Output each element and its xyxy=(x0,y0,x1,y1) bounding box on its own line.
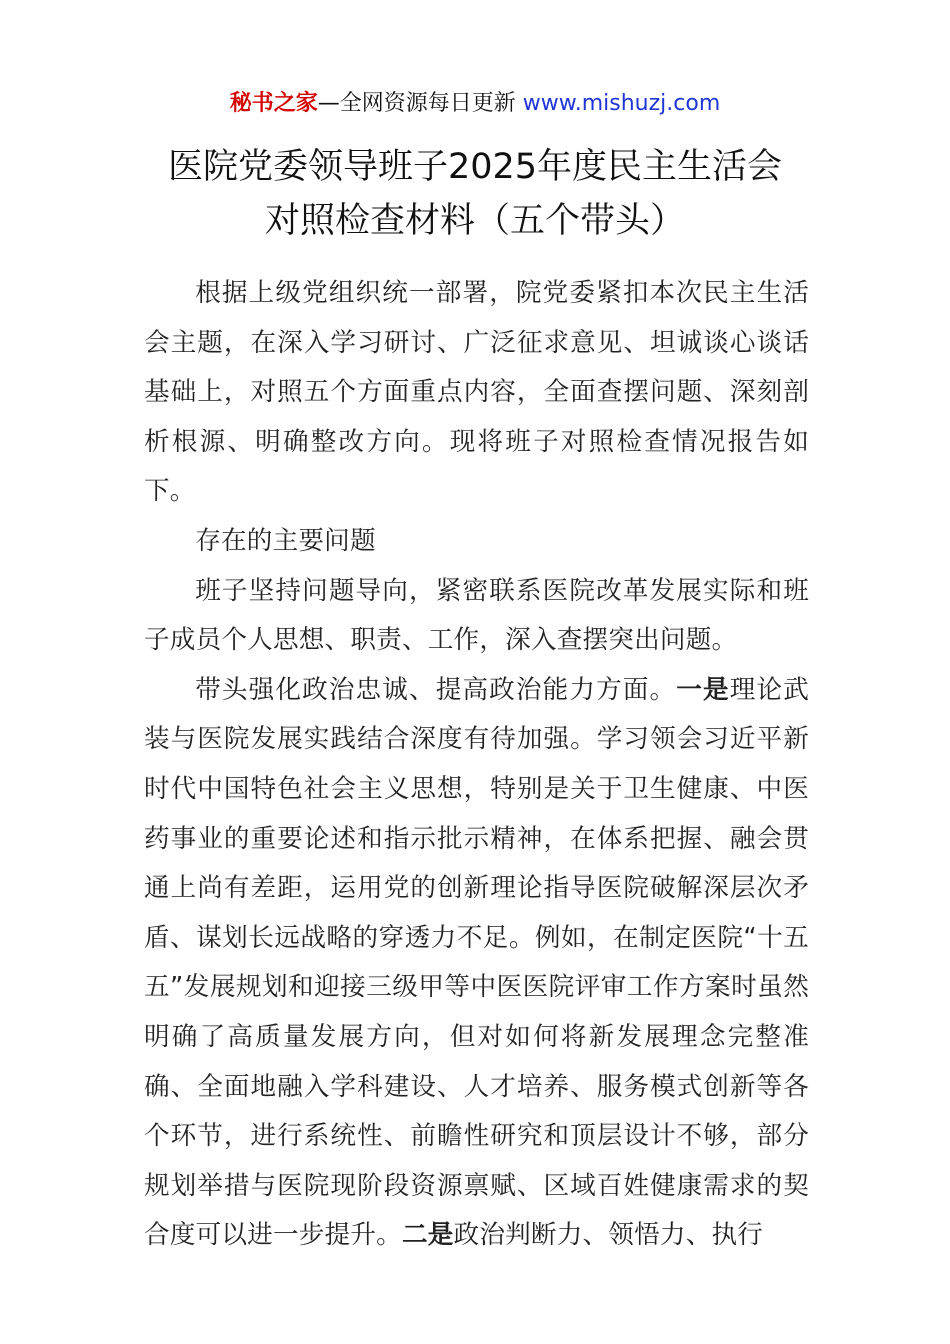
document-body xyxy=(144,269,809,1261)
section-heading: 存在的主要问题 xyxy=(195,525,376,556)
item-marker-2: 二是 xyxy=(401,1220,454,1251)
site-brand: 秘书之家 xyxy=(229,91,318,116)
subsection-heading: 带头强化政治忠诚、提高政治能力方面。 xyxy=(195,674,677,705)
title-line-1: 医院党委领导班子2025年度民主生活会 xyxy=(167,147,783,187)
item-text-2: 政治判断力、领悟力、执行 xyxy=(453,1220,764,1251)
political-loyalty-paragraph xyxy=(144,666,809,1261)
site-tagline: —全网资源每日更新 xyxy=(317,91,523,116)
document-title xyxy=(0,140,950,248)
summary-paragraph: 班子坚持问题导向，紧密联系医院改革发展实际和班子成员个人思想、职责、工作，深入查摆突出问题。 xyxy=(144,575,809,656)
intro-paragraph: 根据上级党组织统一部署，院党委紧扣本次民主生活会主题，在深入学习研讨、广泛征求意见、坦诚谈心谈话基础上，对照五个方面重点内容，全面查摆问题、深刻剖析根源、明确整改方向。现将班子对照检查情况报告如下。 xyxy=(144,278,809,507)
item-marker-1: 一是 xyxy=(676,674,730,705)
site-header xyxy=(0,88,950,120)
item-text-1: 理论武装与医院发展实践结合深度有待加强。学习领会习近平新时代中国特色社会主义思想，特别是关于卫生健康、中医药事业的重要论述和指示批示精神，在体系把握、融会贯通上尚有差距，运用党的创新理论指导医院破解深层次矛盾、谋划长远战略的穿透力不足。例如，在制定医院“十五五”发展规划和迎接三级甲等中医医院评审工作方案时虽然明确了高质量发展方向，但对如何将新发展理念完整准确、全面地融入学科建设、人才培养、服务模式创新等各个环节，进行系统性、前瞻性研究和顶层设计不够，部分规划举措与医院现阶段资源禀赋、区域百姓健康需求的契合度可以进一步提升。 xyxy=(144,674,809,1251)
title-line-2: 对照检查材料（五个带头） xyxy=(264,201,685,241)
site-url-link[interactable]: www.mishuzj.com xyxy=(522,91,721,116)
